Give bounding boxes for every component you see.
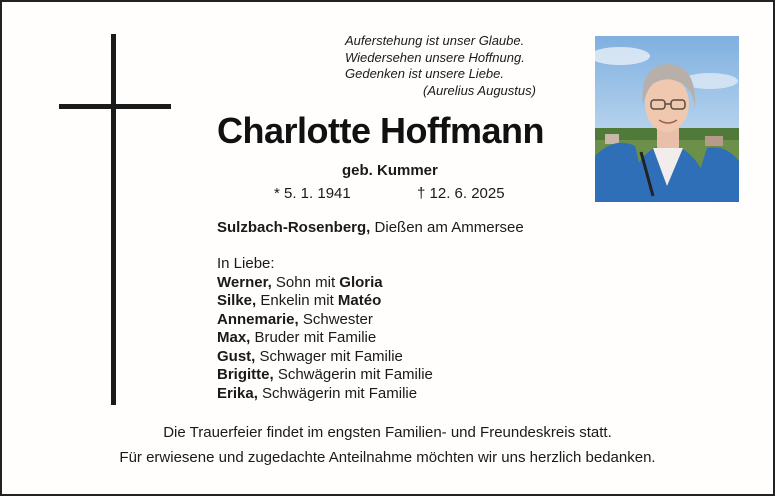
member-name: Gust, xyxy=(217,347,256,365)
member-relation: Bruder mit Familie xyxy=(250,329,377,346)
quote-block xyxy=(345,33,565,99)
family-list xyxy=(217,255,433,403)
family-heading: In Liebe: xyxy=(217,255,275,272)
maiden-name: geb. Kummer xyxy=(342,162,438,179)
quote-line: Auferstehung ist unser Glaube. xyxy=(345,33,525,48)
member-name: Werner, xyxy=(217,273,272,291)
member-partner: Matéo xyxy=(337,292,382,309)
family-member xyxy=(217,292,433,311)
member-relation: Sohn mit xyxy=(271,273,340,291)
family-member xyxy=(217,274,433,293)
member-name: Brigitte, xyxy=(217,366,274,383)
quote-line: Wiedersehen unsere Hoffnung. xyxy=(345,49,525,65)
thanks-note: Für erwiesene und zugedachte Anteilnahme möchten wir uns herzlich bedanken. xyxy=(119,449,656,466)
family-member xyxy=(217,385,433,404)
death-date: † 12. 6. 2025 xyxy=(417,185,505,202)
life-dates xyxy=(274,185,505,202)
member-partner: Gloria xyxy=(339,273,383,291)
footer-text xyxy=(2,420,773,470)
funeral-note: Die Trauerfeier findet im engsten Familien- und Freundeskreis statt. xyxy=(163,424,612,441)
family-member xyxy=(217,311,433,330)
member-relation: Schwägerin mit Familie xyxy=(257,384,418,402)
portrait-photo xyxy=(595,36,739,202)
cross-icon xyxy=(111,34,116,405)
place-primary: Sulzbach-Rosenberg, xyxy=(217,219,371,236)
birth-date: * 5. 1. 1941 xyxy=(274,185,351,202)
family-member xyxy=(217,329,433,348)
member-relation: Schwager mit Familie xyxy=(255,347,403,365)
quote-line: Gedenken ist unsere Liebe. xyxy=(345,66,504,81)
family-member xyxy=(217,348,433,367)
member-name: Erika, xyxy=(217,384,258,402)
member-name: Silke, xyxy=(217,292,257,309)
member-name: Annemarie, xyxy=(217,310,299,328)
member-relation: Schwägerin mit Familie xyxy=(273,366,433,383)
place-secondary: Dießen am Ammersee xyxy=(370,219,524,236)
quote-author: (Aurelius Augustus) xyxy=(423,82,536,98)
cross-icon-bar xyxy=(59,104,171,109)
family-member xyxy=(217,366,433,385)
member-relation: Enkelin mit xyxy=(256,292,338,309)
deceased-name: Charlotte Hoffmann xyxy=(217,110,544,151)
member-relation: Schwester xyxy=(298,310,373,328)
places-line xyxy=(217,219,524,236)
member-name: Max, xyxy=(217,329,251,346)
